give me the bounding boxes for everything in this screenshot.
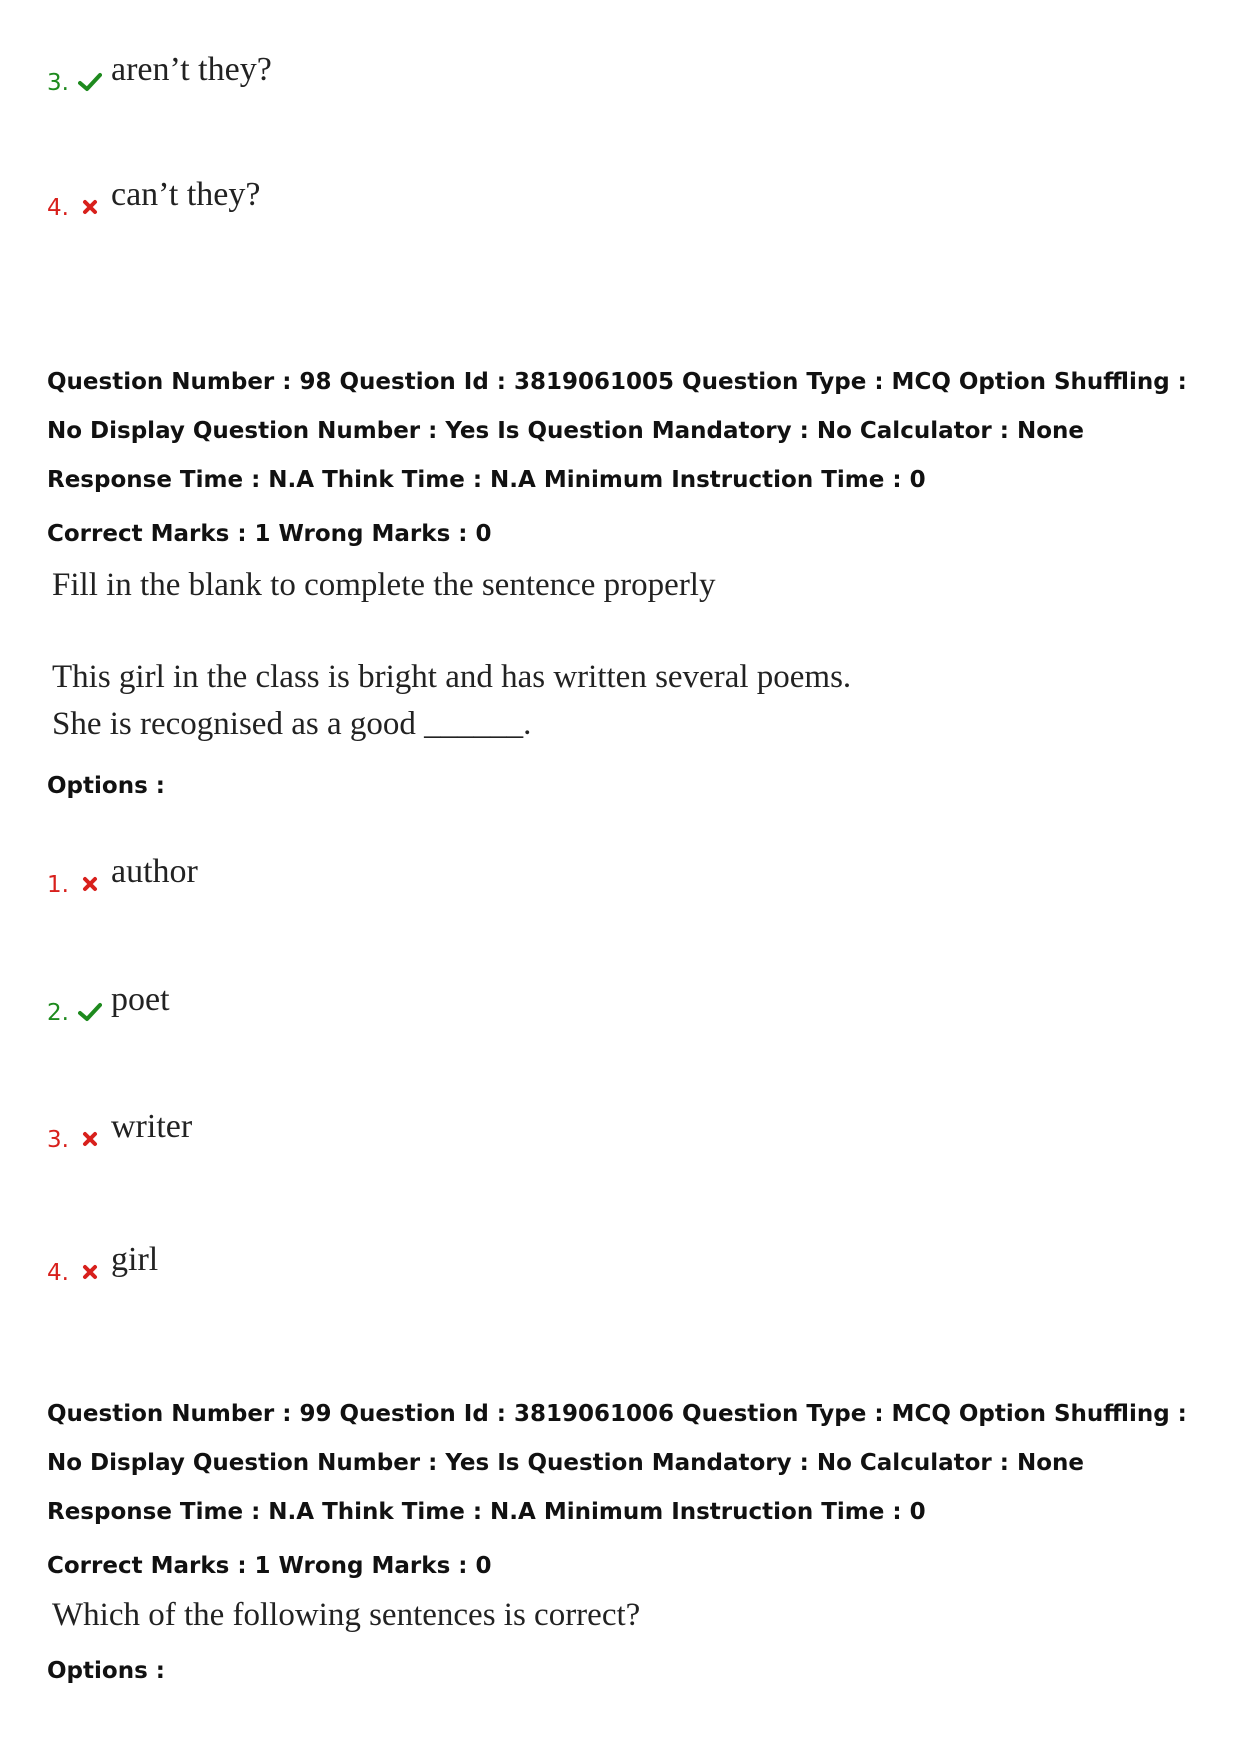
cross-mark-icon <box>77 194 103 220</box>
option-text: author <box>111 853 198 890</box>
prev-option-3 <box>47 38 272 98</box>
option-text: girl <box>111 1241 159 1278</box>
option-text: can’t they? <box>111 176 261 213</box>
option-number: 4. <box>47 195 69 221</box>
option-text: poet <box>111 981 170 1018</box>
option-number: 3. <box>47 70 69 96</box>
option-text: writer <box>111 1108 193 1145</box>
cross-mark-icon <box>77 871 103 897</box>
question-98-option-2 <box>47 968 170 1028</box>
check-mark-icon <box>77 999 103 1025</box>
question-99-text: Which of the following sentences is correct? <box>52 1597 641 1633</box>
question-98-meta: Question Number : 98 Question Id : 3819061005 Question Type : MCQ Option Shuffling : No Display Question Number : Yes Is Question Mandatory : No Calculator : None Response Time : N.A Think Time : N.A Minimum Instruction Time : 0 <box>47 369 1187 493</box>
question-98-instruction: Fill in the blank to complete the sentence properly <box>52 567 716 603</box>
option-number: 2. <box>47 1000 69 1026</box>
question-98-options-label: Options : <box>47 773 165 799</box>
question-98-marks: Correct Marks : 1 Wrong Marks : 0 <box>47 521 492 547</box>
question-98-sentence-line1: This girl in the class is bright and has written several poems. <box>52 659 852 695</box>
question-99-marks: Correct Marks : 1 Wrong Marks : 0 <box>47 1553 492 1579</box>
option-number: 4. <box>47 1260 69 1286</box>
option-number: 3. <box>47 1127 69 1153</box>
question-98-option-3 <box>47 1095 192 1155</box>
check-mark-icon <box>77 69 103 95</box>
question-98-option-1 <box>47 840 198 900</box>
question-99-options-label: Options : <box>47 1658 165 1684</box>
question-98-option-4 <box>47 1228 158 1288</box>
cross-mark-icon <box>77 1126 103 1152</box>
option-text: aren’t they? <box>111 51 272 88</box>
prev-option-4 <box>47 163 260 223</box>
question-98-sentence-line2: She is recognised as a good ______. <box>52 706 532 742</box>
question-99-meta: Question Number : 99 Question Id : 3819061006 Question Type : MCQ Option Shuffling : No Display Question Number : Yes Is Question Mandatory : No Calculator : None Response Time : N.A Think Time : N.A Minimum Instruction Time : 0 <box>47 1401 1187 1525</box>
cross-mark-icon <box>77 1259 103 1285</box>
option-number: 1. <box>47 872 69 898</box>
